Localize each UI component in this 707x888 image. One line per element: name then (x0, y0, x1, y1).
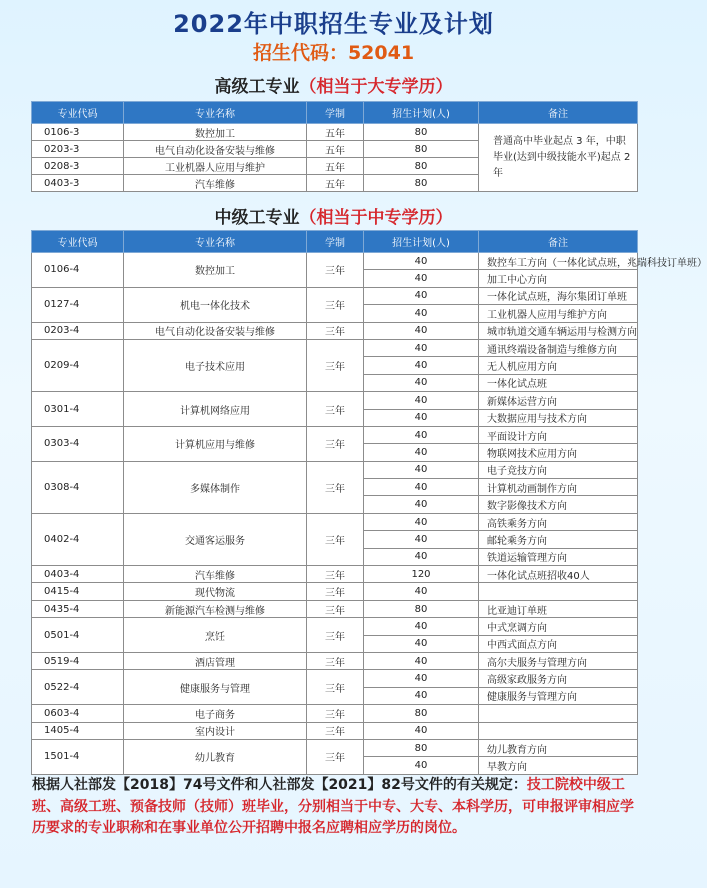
major-name: 现代物流 (124, 583, 307, 600)
middle-heading-paren: （相当于中专学历） (299, 208, 453, 228)
enrollment-code: 招生代码：52041 (252, 42, 415, 64)
remark: 健康服务与管理方向 (479, 687, 638, 704)
major-code: 0208-3 (32, 158, 124, 175)
remark: 铁道运输管理方向 (479, 548, 638, 565)
enroll-plan: 40 (364, 392, 479, 409)
study-years: 三年 (307, 322, 364, 339)
enroll-plan: 40 (364, 687, 479, 704)
enroll-plan: 40 (364, 339, 479, 356)
header-name: 专业名称 (124, 102, 307, 124)
senior-heading-paren: （相当于大专学历） (299, 77, 453, 97)
enroll-plan: 80 (364, 705, 479, 722)
major-code: 0603-4 (32, 705, 124, 722)
middle-heading-main: 中级工专业 (214, 208, 300, 228)
study-years: 三年 (307, 461, 364, 513)
enroll-plan: 40 (364, 287, 479, 304)
table-row (32, 513, 638, 530)
study-years: 三年 (307, 513, 364, 565)
enroll-plan: 40 (364, 652, 479, 669)
middle-section-heading (0, 203, 667, 228)
major-name: 新能源汽车检测与维修 (124, 600, 307, 617)
remark: 幼儿教育方向 (479, 739, 638, 756)
major-name: 酒店管理 (124, 652, 307, 669)
enroll-plan: 40 (364, 618, 479, 635)
remark: 早教方向 (479, 757, 638, 774)
senior-plan-table (31, 101, 638, 192)
policy-equivalence-text: 技工院校中级工班、高级工班、预备技师（技师）班毕业，分别相当于中专、大专、本科学历，可申报评审相应学历要求的专业职称和在事业单位公开招聘中报名应聘相应学历的岗位。 (32, 777, 634, 836)
header-plan: 招生计划(人) (364, 231, 479, 253)
study-years: 五年 (307, 141, 364, 158)
study-years: 五年 (307, 124, 364, 141)
policy-footnote (32, 775, 644, 840)
major-code: 1501-4 (32, 739, 124, 774)
table-row (32, 722, 638, 739)
remark: 大数据应用与技术方向 (479, 409, 638, 426)
enroll-plan: 80 (364, 158, 479, 175)
table-row (32, 670, 638, 687)
enroll-plan: 40 (364, 409, 479, 426)
major-code: 0402-4 (32, 513, 124, 565)
major-name: 计算机应用与维修 (124, 426, 307, 461)
enroll-plan: 40 (364, 757, 479, 774)
major-code: 0203-4 (32, 322, 124, 339)
study-years: 三年 (307, 566, 364, 583)
major-name: 数控加工 (124, 124, 307, 141)
remark: 新媒体运营方向 (479, 392, 638, 409)
study-years: 三年 (307, 618, 364, 653)
remark: 无人机应用方向 (479, 357, 638, 374)
table-row (32, 461, 638, 478)
enroll-plan: 40 (364, 444, 479, 461)
major-code: 0106-4 (32, 253, 124, 288)
header-note: 备注 (479, 102, 638, 124)
remark: 高尔夫服务与管理方向 (479, 652, 638, 669)
enroll-plan: 40 (364, 635, 479, 652)
page-title: 2022年中职招生专业及计划 (173, 10, 494, 38)
major-name: 幼儿教育 (124, 739, 307, 774)
enroll-plan: 40 (364, 513, 479, 530)
header-code: 专业代码 (32, 102, 124, 124)
remark: 中西式面点方向 (479, 635, 638, 652)
major-name: 电气自动化设备安装与维修 (124, 322, 307, 339)
major-name: 计算机网络应用 (124, 392, 307, 427)
study-years: 三年 (307, 705, 364, 722)
study-years: 三年 (307, 722, 364, 739)
study-years: 三年 (307, 287, 364, 322)
remark: 城市轨道交通车辆运用与检测方向 (479, 322, 638, 339)
remark: 高铁乘务方向 (479, 513, 638, 530)
study-years: 三年 (307, 652, 364, 669)
enroll-plan: 40 (364, 461, 479, 478)
major-code: 0403-4 (32, 566, 124, 583)
table-row (32, 124, 638, 141)
major-name: 室内设计 (124, 722, 307, 739)
major-name: 交通客运服务 (124, 513, 307, 565)
middle-table-body (32, 253, 707, 775)
header-note: 备注 (479, 231, 638, 253)
remark (479, 705, 638, 722)
enroll-plan: 120 (364, 566, 479, 583)
major-code: 0127-4 (32, 287, 124, 322)
study-years: 三年 (307, 670, 364, 705)
enroll-plan: 40 (364, 253, 479, 270)
remark: 电子竞技方向 (479, 461, 638, 478)
table-row (32, 652, 638, 669)
enroll-plan: 40 (364, 322, 479, 339)
remark: 数控车工方向（一体化试点班，兆瑞科技订单班） (479, 253, 638, 270)
table-row (32, 705, 638, 722)
study-years: 三年 (307, 600, 364, 617)
table-row (32, 600, 638, 617)
senior-note: 普通高中毕业起点 3 年，中职毕业(达到中级技能水平)起点 2年 (479, 124, 638, 192)
enroll-plan: 80 (364, 739, 479, 756)
remark: 邮轮乘务方向 (479, 531, 638, 548)
table-row (32, 392, 638, 409)
enroll-plan: 80 (364, 600, 479, 617)
senior-heading-main: 高级工专业 (214, 77, 300, 97)
major-code: 0303-4 (32, 426, 124, 461)
study-years: 五年 (307, 158, 364, 175)
remark: 一体化试点班，海尔集团订单班 (479, 287, 638, 304)
major-name: 工业机器人应用与维护 (124, 158, 307, 175)
major-name: 烹饪 (124, 618, 307, 653)
study-years: 三年 (307, 426, 364, 461)
header-plan: 招生计划(人) (364, 102, 479, 124)
remark: 一体化试点班招收40人 (479, 566, 638, 583)
table-row (32, 583, 638, 600)
enroll-plan: 40 (364, 426, 479, 443)
major-name: 数控加工 (124, 253, 307, 288)
study-years: 三年 (307, 339, 364, 391)
major-name: 健康服务与管理 (124, 670, 307, 705)
major-code: 0301-4 (32, 392, 124, 427)
header-years: 学制 (307, 231, 364, 253)
major-code: 0519-4 (32, 652, 124, 669)
major-name: 多媒体制作 (124, 461, 307, 513)
major-name: 电子商务 (124, 705, 307, 722)
study-years: 三年 (307, 392, 364, 427)
major-code: 0209-4 (32, 339, 124, 391)
remark (479, 722, 638, 739)
major-code: 0501-4 (32, 618, 124, 653)
header-name: 专业名称 (124, 231, 307, 253)
enroll-plan: 40 (364, 270, 479, 287)
major-code: 0203-3 (32, 141, 124, 158)
enroll-plan: 80 (364, 124, 479, 141)
remark: 加工中心方向 (479, 270, 638, 287)
enroll-plan: 40 (364, 479, 479, 496)
study-years: 三年 (307, 739, 364, 774)
remark: 物联网技术应用方向 (479, 444, 638, 461)
enroll-plan: 40 (364, 722, 479, 739)
enroll-plan: 40 (364, 374, 479, 391)
major-code: 0308-4 (32, 461, 124, 513)
major-name: 电气自动化设备安装与维修 (124, 141, 307, 158)
enroll-plan: 80 (364, 141, 479, 158)
remark: 一体化试点班 (479, 374, 638, 391)
major-name: 汽车维修 (124, 566, 307, 583)
major-code: 1405-4 (32, 722, 124, 739)
enroll-plan: 40 (364, 531, 479, 548)
enroll-plan: 40 (364, 305, 479, 322)
senior-section-heading (0, 72, 667, 97)
study-years: 三年 (307, 253, 364, 288)
table-row (32, 322, 638, 339)
middle-plan-table (31, 230, 707, 775)
major-name: 电子技术应用 (124, 339, 307, 391)
remark: 平面设计方向 (479, 426, 638, 443)
remark (479, 583, 638, 600)
enroll-plan: 80 (364, 175, 479, 192)
remark: 高级家政服务方向 (479, 670, 638, 687)
enroll-plan: 40 (364, 496, 479, 513)
policy-basis-text: 根据人社部发【2018】74号文件和人社部发【2021】82号文件的有关规定： (32, 777, 527, 793)
major-code: 0522-4 (32, 670, 124, 705)
remark: 工业机器人应用与维护方向 (479, 305, 638, 322)
remark: 通讯终端设备制造与维修方向 (479, 339, 638, 356)
study-years: 三年 (307, 583, 364, 600)
middle-table-header (32, 231, 638, 253)
table-row (32, 287, 638, 304)
major-name: 汽车维修 (124, 175, 307, 192)
senior-table-header (32, 102, 638, 124)
enroll-plan: 40 (364, 583, 479, 600)
enroll-plan: 40 (364, 670, 479, 687)
table-row (32, 253, 638, 270)
header-years: 学制 (307, 102, 364, 124)
table-row (32, 339, 638, 356)
major-name: 机电一体化技术 (124, 287, 307, 322)
table-row (32, 566, 638, 583)
study-years: 五年 (307, 175, 364, 192)
table-row (32, 739, 638, 756)
remark: 中式烹调方向 (479, 618, 638, 635)
remark: 比亚迪订单班 (479, 600, 638, 617)
major-code: 0403-3 (32, 175, 124, 192)
header-code: 专业代码 (32, 231, 124, 253)
table-row (32, 426, 638, 443)
enroll-plan: 40 (364, 357, 479, 374)
remark: 计算机动画制作方向 (479, 479, 638, 496)
major-code: 0435-4 (32, 600, 124, 617)
major-code: 0415-4 (32, 583, 124, 600)
major-code: 0106-3 (32, 124, 124, 141)
enroll-plan: 40 (364, 548, 479, 565)
table-row (32, 618, 638, 635)
remark: 数字影像技术方向 (479, 496, 638, 513)
